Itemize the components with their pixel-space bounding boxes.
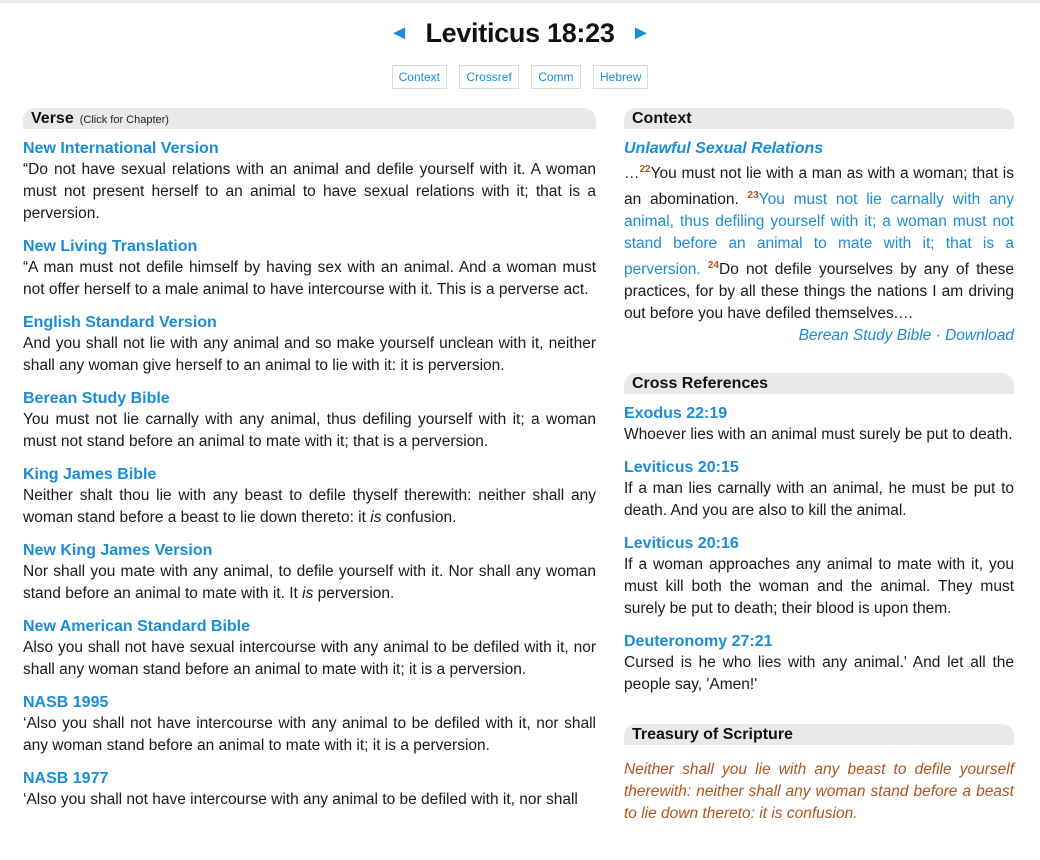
previous-verse-arrow-icon[interactable]: ◄ [389,22,409,44]
version-name-link[interactable]: Berean Study Bible [23,390,170,407]
version-name-link[interactable]: New Living Translation [23,238,198,255]
version-text-part: Nor shall you mate with any animal, to defile yourself with it. Nor shall any woman stand before an animal to mate with it. It [23,563,596,602]
version-nasb [23,617,596,681]
version-kjv [23,465,596,529]
top-border [0,0,1040,3]
crossref-text: If a woman approaches any animal to mate with it, you must kill both the woman and the animal. They must surely be put to death; their blood is upon them. [624,556,1014,618]
version-text-italic: is [370,509,382,526]
treasury-header: Treasury of Scripture [624,724,1014,745]
version-text-part: Neither shalt thou lie with any beast to defile thyself therewith: neither shall any woman stand before a beast to lie down thereto: it [23,487,596,526]
version-esv [23,313,596,377]
cross-references-header: Cross References [624,373,1014,394]
crossref-item [624,404,1014,446]
version-name-link[interactable]: King James Bible [23,466,157,483]
version-name-link[interactable]: NASB 1977 [23,770,109,787]
treasury-text: Neither shall you lie with any beast to defile yourself therewith: neither shall any woman stand before a beast to lie down thereto: it is confusion. [624,761,1014,823]
next-verse-arrow-icon[interactable]: ► [631,22,651,44]
version-bsb [23,389,596,453]
version-text [23,485,596,529]
tab-bar [0,65,1040,89]
crossref-text: Cursed is he who lies with any animal.' And let all the people say, 'Amen!' [624,654,1014,694]
version-name-link[interactable]: New International Version [23,140,219,157]
context-section-header: Context [624,108,1014,129]
tab-context[interactable]: Context [392,65,447,89]
verse-column [23,108,596,823]
current-verse-highlight[interactable]: You must not lie carnally with any animal, thus defiling yourself with it; a woman must not stand before an animal to mate with it; that is a perversion. [624,191,1015,279]
credit-separator: · [931,327,946,345]
context-lead: … [624,165,640,183]
tab-hebrew[interactable]: Hebrew [593,65,648,89]
version-nasb1995 [23,693,596,757]
crossref-text: If a man lies carnally with an animal, he must be put to death. And you are also to kill the animal. [624,480,1014,520]
crossref-item [624,534,1014,620]
crossref-text: Whoever lies with an animal must surely be put to death. [624,426,1013,444]
verse-number[interactable]: 24 [707,260,719,272]
version-text: You must not lie carnally with any animal, thus defiling yourself with it; a woman must not stand before an animal to mate with it; that is a perversion. [23,411,596,450]
context-credit [624,325,1014,347]
download-link[interactable]: Download [945,327,1014,345]
version-nlt [23,237,596,301]
version-text-italic: is [302,585,314,602]
tab-crossref[interactable]: Crossref [459,65,518,89]
version-niv [23,139,596,225]
crossref-link[interactable]: Deuteronomy 27:21 [624,633,773,651]
crossref-item [624,632,1014,696]
version-name-link[interactable]: English Standard Version [23,314,217,331]
version-name-link[interactable]: New American Standard Bible [23,618,251,635]
version-text: And you shall not lie with any animal and so make yourself unclean with it, neither shall any woman give herself to an animal to lie with it: it is perversion. [23,335,596,374]
crossref-link[interactable]: Leviticus 20:15 [624,459,739,477]
crossref-item [624,458,1014,522]
context-verse-text: Do not defile yourselves by any of these practices, for by all these things the nations I am driving out before you have defiled themselves.… [624,261,1014,323]
verse-section-title[interactable]: Verse [31,110,74,127]
sidebar-column [624,108,1014,825]
version-nkjv [23,541,596,605]
click-for-chapter-hint[interactable]: (Click for Chapter) [79,114,169,126]
version-text: ‘Also you shall not have intercourse with any animal to be defiled with it, nor shall any woman stand before an animal to mate with it; it is a perversion. [23,715,596,754]
version-name-link[interactable]: New King James Version [23,542,213,559]
version-text: ‘Also you shall not have intercourse with any animal to be defiled with it, nor shall [23,791,578,808]
title-bar [0,18,1040,58]
crossref-link[interactable]: Exodus 22:19 [624,405,728,423]
context-heading-link[interactable]: Unlawful Sexual Relations [624,140,824,157]
version-nasb1977 [23,769,596,811]
page-title[interactable]: Leviticus 18:23 [425,18,615,48]
credit-source-link[interactable]: Berean Study Bible [798,327,932,345]
version-text-part: confusion. [381,509,457,526]
crossref-link[interactable]: Leviticus 20:16 [624,535,739,553]
tab-comm[interactable]: Comm [531,65,580,89]
version-name-link[interactable]: NASB 1995 [23,694,109,711]
version-text: “A man must not defile himself by having sex with an animal. And a woman must not offer herself to a male animal to have intercourse with it. This is a perverse act. [23,259,596,298]
version-text-part: perversion. [313,585,395,602]
version-text [23,561,596,605]
verse-section-header[interactable] [23,108,596,129]
version-text: “Do not have sexual relations with an animal and defile yourself with it. A woman must not present herself to an animal to have sexual relations with it; that is a perversion. [23,161,596,222]
context-text [624,159,1014,325]
version-text: Also you shall not have sexual intercourse with any animal to be defiled with it, nor shall any woman stand before an animal to mate with it; it is a perversion. [23,639,596,678]
verse-number[interactable]: 22 [639,164,651,175]
context-verse-text: You must not lie with a man as with a woman; that is an abomination. [624,165,1014,209]
verse-number[interactable]: 23 [747,190,759,202]
